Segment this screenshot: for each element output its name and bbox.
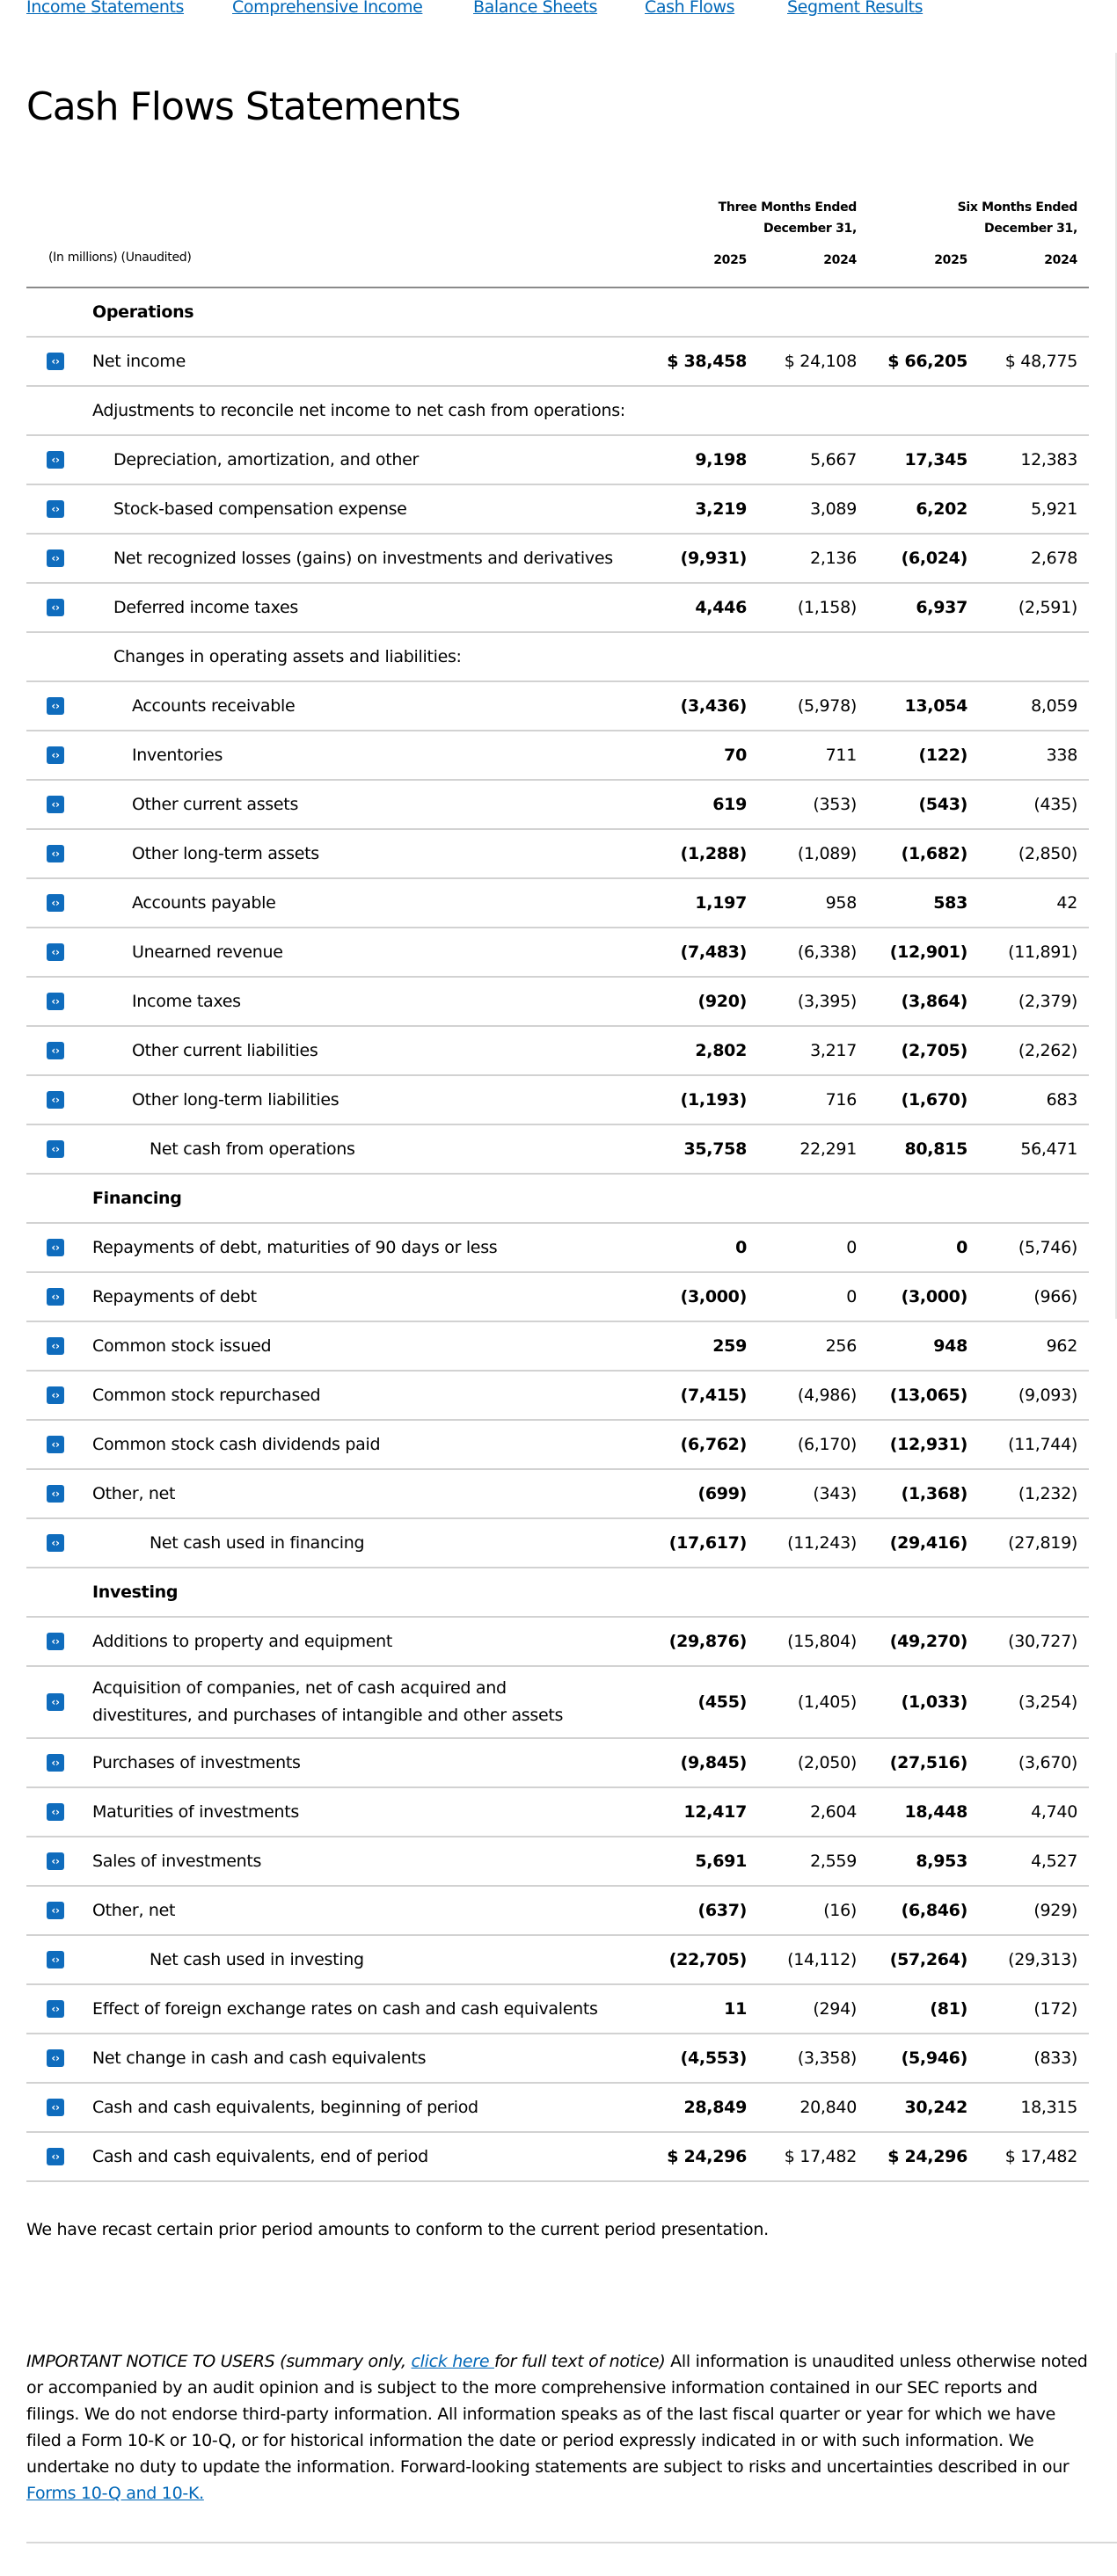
- value-cell: 0: [956, 1238, 967, 1257]
- expand-code-icon[interactable]: ‹›: [47, 2148, 64, 2165]
- value-cell: 259: [712, 1336, 747, 1356]
- year-header: 2024: [1044, 253, 1077, 267]
- value-cell: (7,483): [680, 942, 747, 962]
- footer-divider: [26, 2542, 1117, 2543]
- expand-code-icon[interactable]: ‹›: [47, 1803, 64, 1821]
- group-date: December 31,: [763, 222, 857, 236]
- nav-cash-flows[interactable]: Cash Flows: [645, 0, 735, 17]
- value-cell: (3,395): [797, 992, 857, 1011]
- table-row: [26, 338, 1089, 387]
- section-header-row: [26, 1568, 1089, 1618]
- units-label: (In millions) (Unaudited): [48, 251, 192, 265]
- expand-code-icon[interactable]: ‹›: [47, 1754, 64, 1772]
- table-row: [26, 928, 1089, 978]
- value-cell: (3,670): [1018, 1753, 1077, 1772]
- table-row: [26, 535, 1089, 584]
- value-cell: (543): [918, 795, 967, 814]
- value-cell: 35,758: [683, 1139, 747, 1159]
- value-cell: (455): [697, 1692, 747, 1712]
- value-cell: 0: [846, 1238, 857, 1257]
- table-row: [26, 1076, 1089, 1125]
- row-label: Effect of foreign exchange rates on cash and cash equivalents: [92, 1998, 598, 2019]
- value-cell: 2,678: [1031, 549, 1077, 568]
- value-cell: 42: [1056, 893, 1077, 913]
- row-label: Common stock cash dividends paid: [92, 1434, 381, 1454]
- value-cell: 2,559: [810, 1852, 857, 1871]
- expand-code-icon[interactable]: ‹›: [47, 2049, 64, 2067]
- table-row: [26, 1936, 1089, 1985]
- value-cell: 3,219: [695, 499, 747, 519]
- value-cell: (16): [823, 1901, 857, 1920]
- value-cell: (6,762): [680, 1435, 747, 1454]
- value-cell: (29,876): [668, 1632, 747, 1651]
- row-label: Operations: [92, 302, 194, 322]
- value-cell: (17,617): [668, 1533, 747, 1553]
- value-cell: (343): [813, 1484, 857, 1503]
- value-cell: (1,158): [797, 598, 857, 617]
- value-cell: $ 48,775: [1004, 352, 1077, 371]
- value-cell: (9,845): [680, 1753, 747, 1772]
- value-cell: 4,446: [695, 598, 747, 617]
- value-cell: $ 17,482: [784, 2147, 857, 2166]
- value-cell: (2,705): [901, 1041, 967, 1060]
- row-label: Net recognized losses (gains) on investments and derivatives: [113, 548, 613, 568]
- table-row: [26, 1125, 1089, 1175]
- table-row: [26, 1887, 1089, 1936]
- row-label: Unearned revenue: [132, 942, 283, 962]
- nav-income-statements[interactable]: Income Statements: [26, 0, 185, 17]
- row-label: Common stock issued: [92, 1335, 272, 1356]
- row-label: Other, net: [92, 1483, 176, 1503]
- expand-code-icon[interactable]: ‹›: [47, 1485, 64, 1503]
- row-label: Financing: [92, 1188, 182, 1208]
- expand-code-icon[interactable]: ‹›: [47, 993, 64, 1010]
- value-cell: 958: [825, 893, 857, 913]
- table-row: [26, 978, 1089, 1027]
- table-row: [26, 584, 1089, 633]
- expand-code-icon[interactable]: ‹›: [47, 2000, 64, 2018]
- row-label: Repayments of debt: [92, 1286, 257, 1306]
- value-cell: 30,242: [904, 2098, 967, 2117]
- expand-code-icon[interactable]: ‹›: [47, 697, 64, 715]
- value-cell: (9,931): [680, 549, 747, 568]
- value-cell: 5,667: [810, 450, 857, 469]
- value-cell: (14,112): [787, 1950, 857, 1969]
- value-cell: 22,291: [799, 1139, 857, 1159]
- value-cell: $ 24,108: [784, 352, 857, 371]
- table-row: [26, 1273, 1089, 1322]
- row-label: Other current liabilities: [132, 1040, 318, 1060]
- value-cell: (3,000): [901, 1287, 967, 1306]
- recast-footnote: We have recast certain prior period amounts to conform to the current period presentation.: [26, 2220, 769, 2239]
- value-cell: (6,846): [901, 1901, 967, 1920]
- value-cell: 80,815: [904, 1139, 967, 1159]
- nav-segment-results[interactable]: Segment Results: [787, 0, 924, 17]
- value-cell: (29,416): [889, 1533, 967, 1553]
- row-label: Additions to property and equipment: [92, 1631, 392, 1651]
- value-cell: (637): [697, 1901, 747, 1920]
- table-row: [26, 2084, 1089, 2133]
- expand-code-icon[interactable]: ‹›: [47, 746, 64, 764]
- row-label: Accounts receivable: [132, 695, 296, 716]
- expand-code-icon[interactable]: ‹›: [47, 353, 64, 370]
- value-cell: (11,744): [1008, 1435, 1077, 1454]
- value-cell: (15,804): [787, 1632, 857, 1651]
- value-cell: (29,313): [1008, 1950, 1077, 1969]
- row-label: Repayments of debt, maturities of 90 days or less: [92, 1237, 498, 1257]
- value-cell: (122): [918, 746, 967, 765]
- value-cell: 2,802: [695, 1041, 747, 1060]
- value-cell: 6,202: [916, 499, 967, 519]
- forms-link[interactable]: Forms 10-Q and 10-K.: [26, 2484, 204, 2503]
- value-cell: (2,850): [1018, 844, 1077, 863]
- expand-code-icon[interactable]: ‹›: [47, 1288, 64, 1306]
- value-cell: $ 66,205: [887, 352, 967, 371]
- expand-code-icon[interactable]: ‹›: [47, 599, 64, 616]
- expand-code-icon[interactable]: ‹›: [47, 894, 64, 912]
- value-cell: 12,383: [1020, 450, 1077, 469]
- value-cell: (1,682): [901, 844, 967, 863]
- value-cell: (3,358): [797, 2048, 857, 2068]
- value-cell: (6,170): [797, 1435, 857, 1454]
- row-label: Common stock repurchased: [92, 1385, 321, 1405]
- table-row: [26, 485, 1089, 535]
- row-label: Adjustments to reconcile net income to net cash from operations:: [92, 400, 625, 420]
- value-cell: (172): [1033, 1999, 1077, 2019]
- nav-comprehensive-income[interactable]: Comprehensive Income: [232, 0, 423, 17]
- row-label: Depreciation, amortization, and other: [113, 449, 420, 469]
- value-cell: 18,315: [1020, 2098, 1077, 2117]
- expand-code-icon[interactable]: ‹›: [47, 1852, 64, 1870]
- value-cell: (833): [1033, 2048, 1077, 2068]
- six-months-header: [906, 197, 1077, 239]
- nav-balance-sheets[interactable]: Balance Sheets: [473, 0, 598, 17]
- table-row: [26, 879, 1089, 928]
- value-cell: (11,243): [787, 1533, 857, 1553]
- row-label: Net income: [92, 351, 186, 371]
- cash-flows-table: [26, 288, 1089, 2182]
- row-label: Maturities of investments: [92, 1801, 300, 1822]
- value-cell: (27,516): [889, 1753, 967, 1772]
- value-cell: (2,379): [1018, 992, 1077, 1011]
- group-label: Three Months Ended: [718, 200, 857, 215]
- value-cell: (11,891): [1008, 942, 1077, 962]
- value-cell: $ 17,482: [1004, 2147, 1077, 2166]
- value-cell: 3,089: [810, 499, 857, 519]
- table-row: [26, 1837, 1089, 1887]
- expand-code-icon[interactable]: ‹›: [47, 1239, 64, 1256]
- value-cell: (27,819): [1008, 1533, 1077, 1553]
- row-label: Cash and cash equivalents, beginning of period: [92, 2097, 478, 2117]
- value-cell: 338: [1046, 746, 1077, 765]
- notice-lead-end: for full text of notice): [493, 2352, 666, 2371]
- value-cell: (3,000): [680, 1287, 747, 1306]
- expand-code-icon[interactable]: ‹›: [47, 1693, 64, 1711]
- value-cell: (5,946): [901, 2048, 967, 2068]
- value-cell: 13,054: [904, 696, 967, 716]
- value-cell: (81): [930, 1999, 967, 2019]
- value-cell: 5,921: [1031, 499, 1077, 519]
- value-cell: (1,232): [1018, 1484, 1077, 1503]
- table-row: [26, 387, 1089, 436]
- three-months-header: [686, 197, 857, 239]
- expand-code-icon[interactable]: ‹›: [47, 943, 64, 961]
- value-cell: (49,270): [889, 1632, 967, 1651]
- value-cell: (1,670): [901, 1090, 967, 1110]
- value-cell: (6,024): [901, 549, 967, 568]
- expand-code-icon[interactable]: ‹›: [47, 1091, 64, 1109]
- value-cell: 6,937: [916, 598, 967, 617]
- year-header: 2025: [934, 253, 967, 267]
- row-label: Other long-term liabilities: [132, 1089, 339, 1110]
- expand-code-icon[interactable]: ‹›: [47, 451, 64, 469]
- expand-code-icon[interactable]: ‹›: [47, 1337, 64, 1355]
- table-row: [26, 1739, 1089, 1788]
- row-label: Changes in operating assets and liabilities:: [113, 646, 462, 666]
- value-cell: 583: [933, 893, 967, 913]
- value-cell: (5,746): [1018, 1238, 1077, 1257]
- value-cell: 4,527: [1031, 1852, 1077, 1871]
- row-label: Deferred income taxes: [113, 597, 299, 617]
- value-cell: (22,705): [668, 1950, 747, 1969]
- year-header: 2024: [823, 253, 857, 267]
- table-row: [26, 682, 1089, 731]
- notice-body: All information is unaudited unless otherwise noted or accompanied by an audit opinion and is subject to the more comprehensive information contained in our SEC reports and filings. We do not endorse third-party information. All information speaks as of the last fiscal quarter or year for which we have filed a Form 10-K or 10-Q, or for historical information the date or period expressly indicated in or with such information. We undertake no duty to update the information. Forward-looking statements are subject to risks and uncertainties described in our: [26, 2352, 1088, 2477]
- section-header-row: [26, 288, 1089, 338]
- value-cell: (699): [697, 1484, 747, 1503]
- value-cell: (1,193): [680, 1090, 747, 1110]
- value-cell: (1,288): [680, 844, 747, 863]
- value-cell: 11: [724, 1999, 747, 2019]
- row-label: Acquisition of companies, net of cash acquired and divestitures, and purchases of intangible and other assets: [92, 1678, 564, 1725]
- value-cell: 9,198: [695, 450, 747, 469]
- expand-code-icon[interactable]: ‹›: [47, 500, 64, 518]
- table-row: [26, 1618, 1089, 1667]
- table-row: [26, 2133, 1089, 2182]
- value-cell: (2,262): [1018, 1041, 1077, 1060]
- row-label: Inventories: [132, 745, 223, 765]
- value-cell: 0: [735, 1238, 747, 1257]
- group-date: December 31,: [984, 222, 1077, 236]
- value-cell: 683: [1046, 1090, 1077, 1110]
- value-cell: 70: [724, 746, 747, 765]
- page-title: Cash Flows Statements: [26, 84, 461, 129]
- value-cell: 962: [1046, 1336, 1077, 1356]
- row-label: Net change in cash and cash equivalents: [92, 2048, 427, 2068]
- value-cell: 20,840: [799, 2098, 857, 2117]
- table-row: [26, 1519, 1089, 1568]
- expand-code-icon[interactable]: ‹›: [47, 845, 64, 862]
- value-cell: (3,864): [901, 992, 967, 1011]
- table-row: [26, 1470, 1089, 1519]
- year-header: 2025: [713, 253, 747, 267]
- expand-code-icon[interactable]: ‹›: [47, 1633, 64, 1650]
- value-cell: 8,059: [1031, 696, 1077, 716]
- group-label: Six Months Ended: [957, 200, 1077, 215]
- value-cell: 4,740: [1031, 1802, 1077, 1822]
- expand-code-icon[interactable]: ‹›: [47, 1436, 64, 1453]
- value-cell: (3,254): [1018, 1692, 1077, 1712]
- table-row: [26, 633, 1089, 682]
- expand-code-icon[interactable]: ‹›: [47, 796, 64, 813]
- expand-code-icon[interactable]: ‹›: [47, 1902, 64, 1919]
- value-cell: (1,405): [797, 1692, 857, 1712]
- table-row: [26, 1027, 1089, 1076]
- row-label: Other long-term assets: [132, 843, 319, 863]
- row-label: Purchases of investments: [92, 1752, 301, 1772]
- value-cell: 56,471: [1020, 1139, 1077, 1159]
- value-cell: (3,436): [680, 696, 747, 716]
- row-label: Income taxes: [132, 991, 241, 1011]
- row-label: Other current assets: [132, 794, 299, 814]
- value-cell: 619: [712, 795, 747, 814]
- row-label: Other, net: [92, 1900, 176, 1920]
- row-label: Investing: [92, 1582, 179, 1602]
- value-cell: $ 24,296: [887, 2147, 967, 2166]
- value-cell: (294): [813, 1999, 857, 2019]
- value-cell: $ 24,296: [667, 2147, 747, 2166]
- notice-lead: IMPORTANT NOTICE TO USERS (summary only,: [26, 2352, 412, 2371]
- value-cell: (12,931): [889, 1435, 967, 1454]
- value-cell: (4,553): [680, 2048, 747, 2068]
- table-row: [26, 731, 1089, 781]
- value-cell: 12,417: [683, 1802, 747, 1822]
- value-cell: 716: [825, 1090, 857, 1110]
- expand-code-icon[interactable]: ‹›: [47, 1534, 64, 1552]
- click-here-link[interactable]: click here: [411, 2352, 494, 2371]
- table-row: [26, 781, 1089, 830]
- value-cell: 2,136: [810, 549, 857, 568]
- value-cell: (6,338): [797, 942, 857, 962]
- value-cell: 5,691: [695, 1852, 747, 1871]
- row-label: Net cash used in financing: [150, 1532, 365, 1553]
- table-row: [26, 436, 1089, 485]
- value-cell: 2,604: [810, 1802, 857, 1822]
- section-header-row: [26, 1175, 1089, 1224]
- important-notice: [26, 2348, 1095, 2507]
- value-cell: (57,264): [889, 1950, 967, 1969]
- value-cell: 28,849: [683, 2098, 747, 2117]
- row-label: Net cash used in investing: [150, 1949, 364, 1969]
- value-cell: (929): [1033, 1901, 1077, 1920]
- value-cell: 18,448: [904, 1802, 967, 1822]
- value-cell: (920): [697, 992, 747, 1011]
- value-cell: 1,197: [695, 893, 747, 913]
- value-cell: (12,901): [889, 942, 967, 962]
- expand-code-icon[interactable]: ‹›: [47, 1042, 64, 1059]
- expand-code-icon[interactable]: ‹›: [47, 1140, 64, 1158]
- value-cell: (7,415): [680, 1386, 747, 1405]
- value-cell: (435): [1033, 795, 1077, 814]
- value-cell: (353): [813, 795, 857, 814]
- value-cell: 17,345: [904, 450, 967, 469]
- expand-code-icon[interactable]: ‹›: [47, 1386, 64, 1404]
- value-cell: (9,093): [1018, 1386, 1077, 1405]
- value-cell: 711: [825, 746, 857, 765]
- value-cell: 0: [846, 1287, 857, 1306]
- value-cell: (13,065): [889, 1386, 967, 1405]
- row-label: Net cash from operations: [150, 1139, 355, 1159]
- table-row: [26, 1224, 1089, 1273]
- expand-code-icon[interactable]: ‹›: [47, 549, 64, 567]
- table-row: [26, 1985, 1089, 2034]
- row-label: Accounts payable: [132, 892, 276, 913]
- expand-code-icon[interactable]: ‹›: [47, 2099, 64, 2116]
- row-label: Stock-based compensation expense: [113, 498, 407, 519]
- value-cell: (30,727): [1008, 1632, 1077, 1651]
- row-label: Sales of investments: [92, 1851, 262, 1871]
- value-cell: (966): [1033, 1287, 1077, 1306]
- table-row: [26, 1372, 1089, 1421]
- value-cell: (2,050): [797, 1753, 857, 1772]
- value-cell: (2,591): [1018, 598, 1077, 617]
- value-cell: (1,033): [901, 1692, 967, 1712]
- row-label: Cash and cash equivalents, end of period: [92, 2146, 428, 2166]
- table-row: [26, 830, 1089, 879]
- table-row: [26, 1421, 1089, 1470]
- table-row: [26, 1788, 1089, 1837]
- value-cell: 948: [933, 1336, 967, 1356]
- value-cell: (5,978): [797, 696, 857, 716]
- value-cell: $ 38,458: [667, 352, 747, 371]
- value-cell: 3,217: [810, 1041, 857, 1060]
- value-cell: 256: [825, 1336, 857, 1356]
- table-row: [26, 2034, 1089, 2084]
- table-row: [26, 1667, 1089, 1739]
- expand-code-icon[interactable]: ‹›: [47, 1951, 64, 1968]
- value-cell: (1,089): [797, 844, 857, 863]
- value-cell: (4,986): [797, 1386, 857, 1405]
- value-cell: (1,368): [901, 1484, 967, 1503]
- value-cell: 8,953: [916, 1852, 967, 1871]
- table-row: [26, 1322, 1089, 1372]
